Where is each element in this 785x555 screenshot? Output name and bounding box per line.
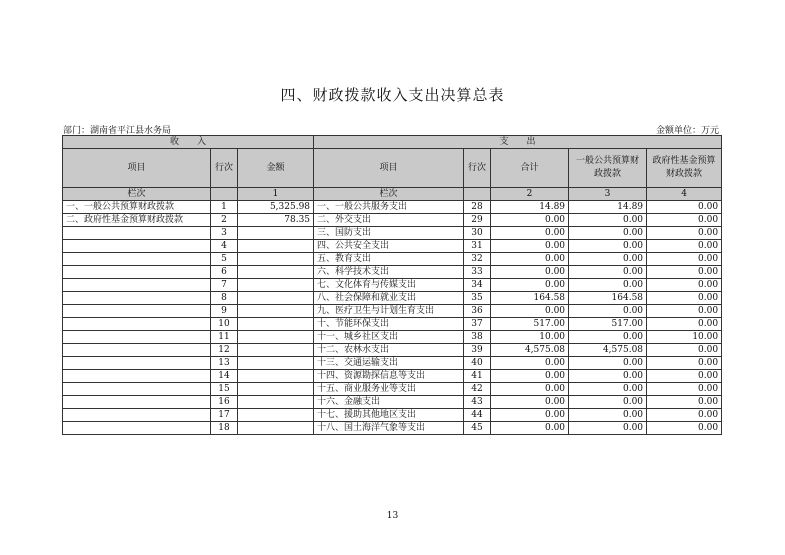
income-item-cell [63, 305, 211, 318]
income-item-cell [63, 409, 211, 422]
income-item-cell [63, 240, 211, 253]
income-item-cell [63, 357, 211, 370]
expense-item-cell: 十三、交通运输支出 [314, 357, 464, 370]
total-cell: 0.00 [491, 370, 569, 383]
table-row [63, 201, 722, 214]
income-item-cell [63, 292, 211, 305]
income-item-header: 项目 [63, 149, 211, 188]
expense-item-cell: 十一、城乡社区支出 [314, 331, 464, 344]
income-item-cell [63, 344, 211, 357]
gov-fund-cell: 0.00 [647, 266, 722, 279]
expense-line-cell: 32 [464, 253, 491, 266]
general-budget-cell: 0.00 [569, 266, 647, 279]
summary-table [62, 135, 722, 435]
gov-fund-cell: 0.00 [647, 383, 722, 396]
gov-fund-header: 政府性基金预算财政拨款 [647, 149, 722, 188]
income-line-cell: 15 [211, 383, 238, 396]
expense-line-cell: 40 [464, 357, 491, 370]
income-item-cell [63, 422, 211, 435]
income-line-cell: 2 [211, 214, 238, 227]
income-line-cell: 4 [211, 240, 238, 253]
income-line-cell: 3 [211, 227, 238, 240]
gov-fund-cell: 0.00 [647, 253, 722, 266]
income-line-cell: 10 [211, 318, 238, 331]
income-item-cell [63, 331, 211, 344]
general-budget-cell: 0.00 [569, 253, 647, 266]
expense-header: 支 出 [314, 136, 722, 149]
total-cell: 0.00 [491, 227, 569, 240]
expense-line-cell: 43 [464, 396, 491, 409]
table-row [63, 266, 722, 279]
income-amount-cell [238, 253, 314, 266]
general-budget-cell: 0.00 [569, 383, 647, 396]
general-budget-cell: 0.00 [569, 409, 647, 422]
income-amount-cell [238, 318, 314, 331]
gov-fund-cell: 0.00 [647, 214, 722, 227]
income-header: 收 入 [63, 136, 314, 149]
gov-fund-cell: 0.00 [647, 305, 722, 318]
total-header: 合计 [491, 149, 569, 188]
expense-line-header: 行次 [464, 149, 491, 188]
table-row [63, 279, 722, 292]
total-cell: 0.00 [491, 396, 569, 409]
expense-item-cell: 六、科学技术支出 [314, 266, 464, 279]
expense-item-cell: 九、医疗卫生与计划生育支出 [314, 305, 464, 318]
total-cell: 164.58 [491, 292, 569, 305]
expense-item-cell: 四、公共安全支出 [314, 240, 464, 253]
income-amount-header: 金额 [238, 149, 314, 188]
income-line-cell: 16 [211, 396, 238, 409]
income-line-cell: 14 [211, 370, 238, 383]
gov-fund-cell: 0.00 [647, 227, 722, 240]
expense-line-cell: 30 [464, 227, 491, 240]
income-amount-cell [238, 227, 314, 240]
expense-item-cell: 三、国防支出 [314, 227, 464, 240]
table-row [63, 240, 722, 253]
expense-item-cell: 十四、资源勘探信息等支出 [314, 370, 464, 383]
income-line-cell: 7 [211, 279, 238, 292]
expense-line-cell: 35 [464, 292, 491, 305]
expense-line-cell: 39 [464, 344, 491, 357]
total-cell: 0.00 [491, 240, 569, 253]
income-line-cell: 13 [211, 357, 238, 370]
income-amount-cell [238, 305, 314, 318]
income-amount-cell [238, 370, 314, 383]
total-cell: 0.00 [491, 266, 569, 279]
col-index-3: 3 [569, 188, 647, 201]
general-budget-cell: 517.00 [569, 318, 647, 331]
total-cell: 0.00 [491, 422, 569, 435]
general-budget-cell: 4,575.08 [569, 344, 647, 357]
table-row [63, 253, 722, 266]
income-item-cell: 一、一般公共预算财政拨款 [63, 201, 211, 214]
table-row [63, 344, 722, 357]
income-line-cell: 9 [211, 305, 238, 318]
general-budget-cell: 164.58 [569, 292, 647, 305]
expense-item-cell: 二、外交支出 [314, 214, 464, 227]
expense-col-label: 栏次 [314, 188, 464, 201]
table-row [63, 383, 722, 396]
col-index-4: 4 [647, 188, 722, 201]
income-amount-cell [238, 240, 314, 253]
total-cell: 10.00 [491, 331, 569, 344]
income-amount-cell [238, 266, 314, 279]
income-line-cell: 18 [211, 422, 238, 435]
income-line-cell: 11 [211, 331, 238, 344]
income-item-cell [63, 253, 211, 266]
total-cell: 0.00 [491, 357, 569, 370]
expense-line-cell: 31 [464, 240, 491, 253]
total-cell: 0.00 [491, 253, 569, 266]
table-row [63, 227, 722, 240]
expense-line-cell: 45 [464, 422, 491, 435]
column-index-row [63, 188, 722, 201]
expense-item-cell: 一、一般公共服务支出 [314, 201, 464, 214]
expense-line-cell: 28 [464, 201, 491, 214]
income-item-cell [63, 318, 211, 331]
table-row [63, 331, 722, 344]
income-item-cell [63, 383, 211, 396]
section-header-row [63, 136, 722, 149]
general-budget-cell: 0.00 [569, 422, 647, 435]
table-body [63, 201, 722, 435]
gov-fund-cell: 0.00 [647, 240, 722, 253]
general-budget-header: 一般公共预算财政拨款 [569, 149, 647, 188]
expense-line-cell: 33 [464, 266, 491, 279]
table-row [63, 396, 722, 409]
expense-item-cell: 十、节能环保支出 [314, 318, 464, 331]
general-budget-cell: 0.00 [569, 331, 647, 344]
total-cell: 0.00 [491, 383, 569, 396]
expense-item-cell: 七、文化体育与传媒支出 [314, 279, 464, 292]
table-row [63, 422, 722, 435]
income-amount-cell [238, 357, 314, 370]
gov-fund-cell: 0.00 [647, 318, 722, 331]
total-cell: 0.00 [491, 279, 569, 292]
gov-fund-cell: 0.00 [647, 409, 722, 422]
table-row [63, 318, 722, 331]
department-label: 部门：湖南省平江县水务局 [63, 126, 172, 136]
expense-item-cell: 十六、金融支出 [314, 396, 464, 409]
col-index-1: 1 [238, 188, 314, 201]
unit-label: 金额单位：万元 [655, 126, 719, 136]
total-cell: 0.00 [491, 409, 569, 422]
income-item-cell [63, 266, 211, 279]
income-item-cell [63, 396, 211, 409]
income-line-cell: 17 [211, 409, 238, 422]
income-line-cell: 8 [211, 292, 238, 305]
gov-fund-cell: 0.00 [647, 201, 722, 214]
general-budget-cell: 0.00 [569, 227, 647, 240]
expense-line-cell: 44 [464, 409, 491, 422]
expense-line-cell: 36 [464, 305, 491, 318]
page-title: 四、财政拨款收入支出决算总表 [280, 86, 505, 104]
expense-line-cell: 38 [464, 331, 491, 344]
general-budget-cell: 0.00 [569, 240, 647, 253]
income-item-cell [63, 279, 211, 292]
expense-item-cell: 八、社会保障和就业支出 [314, 292, 464, 305]
column-header-row [63, 149, 722, 188]
general-budget-cell: 0.00 [569, 396, 647, 409]
general-budget-cell: 0.00 [569, 370, 647, 383]
income-amount-cell [238, 279, 314, 292]
income-amount-cell: 78.35 [238, 214, 314, 227]
gov-fund-cell: 0.00 [647, 279, 722, 292]
col-index-2: 2 [491, 188, 569, 201]
general-budget-cell: 0.00 [569, 279, 647, 292]
total-cell: 0.00 [491, 305, 569, 318]
expense-item-cell: 十二、农林水支出 [314, 344, 464, 357]
table-row [63, 357, 722, 370]
gov-fund-cell: 0.00 [647, 396, 722, 409]
gov-fund-cell: 10.00 [647, 331, 722, 344]
gov-fund-cell: 0.00 [647, 370, 722, 383]
gov-fund-cell: 0.00 [647, 357, 722, 370]
income-item-cell [63, 227, 211, 240]
expense-item-cell: 十八、国土海洋气象等支出 [314, 422, 464, 435]
expense-line-cell: 41 [464, 370, 491, 383]
expense-item-header: 项目 [314, 149, 464, 188]
income-amount-cell [238, 292, 314, 305]
income-item-cell: 二、政府性基金预算财政拨款 [63, 214, 211, 227]
income-amount-cell [238, 396, 314, 409]
page-number: 13 [386, 511, 399, 521]
general-budget-cell: 14.89 [569, 201, 647, 214]
table-row [63, 305, 722, 318]
table-row [63, 409, 722, 422]
table-row [63, 214, 722, 227]
general-budget-cell: 0.00 [569, 214, 647, 227]
expense-line-cell: 34 [464, 279, 491, 292]
gov-fund-cell: 0.00 [647, 422, 722, 435]
income-line-cell: 1 [211, 201, 238, 214]
income-amount-cell [238, 383, 314, 396]
income-line-cell: 12 [211, 344, 238, 357]
income-item-cell [63, 370, 211, 383]
expense-line-cell: 29 [464, 214, 491, 227]
gov-fund-cell: 0.00 [647, 344, 722, 357]
income-amount-cell [238, 409, 314, 422]
income-line-header: 行次 [211, 149, 238, 188]
gov-fund-cell: 0.00 [647, 292, 722, 305]
table-row [63, 292, 722, 305]
general-budget-cell: 0.00 [569, 305, 647, 318]
income-amount-cell [238, 422, 314, 435]
table-row [63, 370, 722, 383]
income-col-label: 栏次 [63, 188, 211, 201]
total-cell: 517.00 [491, 318, 569, 331]
income-line-cell: 6 [211, 266, 238, 279]
total-cell: 0.00 [491, 214, 569, 227]
expense-line-cell: 37 [464, 318, 491, 331]
expense-item-cell: 十七、援助其他地区支出 [314, 409, 464, 422]
expense-line-cell: 42 [464, 383, 491, 396]
total-cell: 4,575.08 [491, 344, 569, 357]
income-amount-cell: 5,325.98 [238, 201, 314, 214]
expense-item-cell: 十五、商业服务业等支出 [314, 383, 464, 396]
income-line-cell: 5 [211, 253, 238, 266]
expense-item-cell: 五、教育支出 [314, 253, 464, 266]
total-cell: 14.89 [491, 201, 569, 214]
income-amount-cell [238, 344, 314, 357]
general-budget-cell: 0.00 [569, 357, 647, 370]
income-amount-cell [238, 331, 314, 344]
